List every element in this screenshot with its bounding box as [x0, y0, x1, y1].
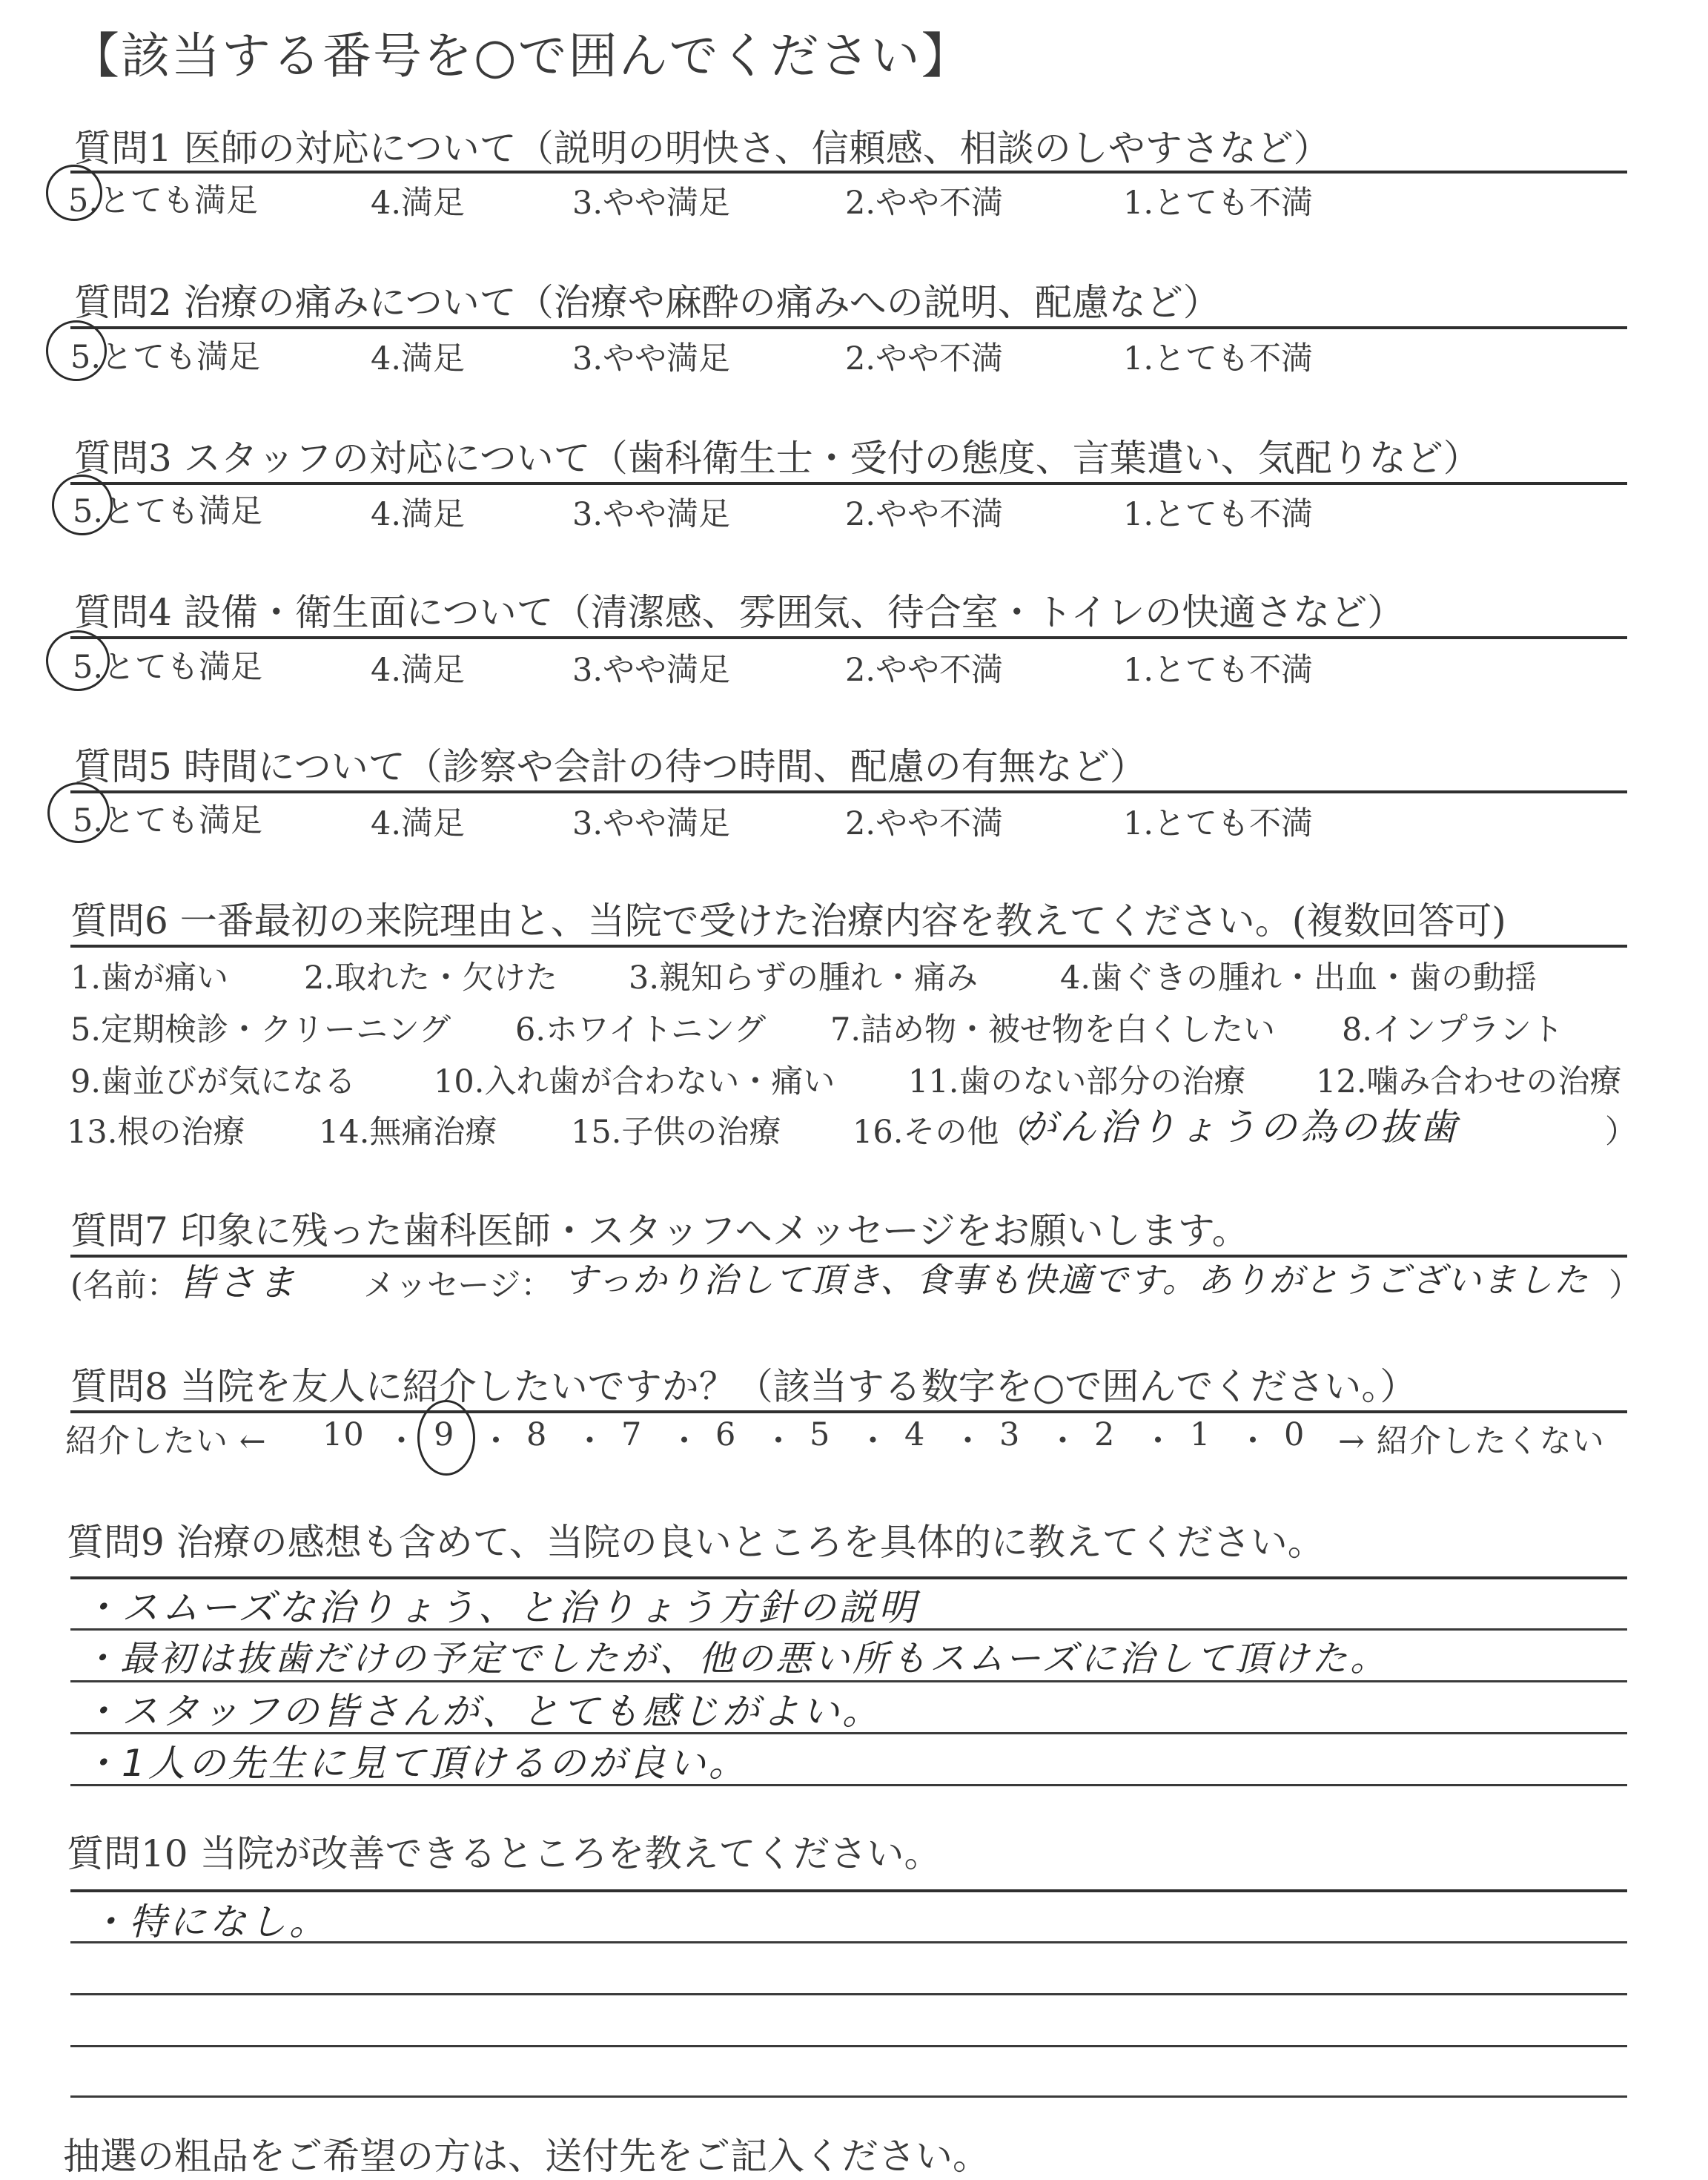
option-5[interactable]: 5.とても満足	[73, 649, 263, 686]
selection-circle	[46, 320, 107, 381]
q9-answer-line[interactable]: ・最初は抜歯だけの予定でしたが、他の悪い所もスムーズに治して頂けた。	[82, 1638, 1389, 1679]
scale-value-4[interactable]: 4	[904, 1416, 926, 1453]
question-4-label: 質問4 設備・衛生面について（清潔感、雰囲気、待合室・トイレの快適さなど）	[74, 591, 1405, 634]
scale-value-5[interactable]: 5	[810, 1416, 831, 1453]
selection-circle	[417, 1400, 475, 1476]
question-5-label: 質問5 時間について（診察や会計の待つ時間、配慮の有無など）	[74, 745, 1147, 788]
option-2[interactable]: 2.やや不満	[845, 805, 1004, 842]
reason-option[interactable]: 13.根の治療	[67, 1114, 245, 1151]
scale-separator: ・	[857, 1423, 890, 1460]
question-3-label: 質問3 スタッフの対応について（歯科衛生士・受付の態度、言葉遣い、気配りなど）	[74, 437, 1480, 480]
option-1[interactable]: 1.とても不満	[1123, 496, 1314, 533]
question-1-label: 質問1 医師の対応について（説明の明快さ、信頼感、相談のしやすさなど）	[74, 127, 1331, 170]
reason-option[interactable]: 10.入れ歯が合わない・痛い	[434, 1063, 835, 1100]
reason-option[interactable]: 6.ホワイトニング	[515, 1011, 767, 1048]
scale-value-3[interactable]: 3	[999, 1416, 1021, 1453]
scale-separator: ・	[1142, 1423, 1175, 1460]
selection-circle	[46, 165, 102, 221]
option-1[interactable]: 1.とても不満	[1123, 340, 1314, 377]
reason-option[interactable]: 8.インプラント	[1342, 1011, 1564, 1048]
q9-answer-line[interactable]: ・1人の先生に見て頂けるのが良い。	[82, 1742, 749, 1785]
scale-value-0[interactable]: 0	[1284, 1416, 1305, 1453]
option-2[interactable]: 2.やや不満	[845, 185, 1004, 222]
answer-line	[70, 2045, 1627, 2047]
other-answer[interactable]: がん治りょうの為の抜歯	[1019, 1106, 1460, 1149]
scale-separator: ・	[762, 1423, 795, 1460]
answer-line	[70, 1993, 1627, 1995]
scale-separator: ・	[385, 1423, 418, 1460]
message-label: メッセージ：	[363, 1267, 553, 1304]
name-value[interactable]: 皆さま	[178, 1261, 298, 1304]
option-1[interactable]: 1.とても不満	[1123, 652, 1314, 689]
reason-option[interactable]: 3.親知らずの腫れ・痛み	[629, 959, 979, 997]
question-7-label: 質問7 印象に残った歯科医師・スタッフへメッセージをお願いします。	[70, 1209, 1249, 1252]
scale-right-label: → 紹介したくない	[1338, 1423, 1605, 1460]
scale-separator: ・	[668, 1423, 701, 1460]
scale-separator: ・	[1047, 1423, 1079, 1460]
reason-option[interactable]: 1.歯が痛い	[70, 959, 229, 997]
option-4[interactable]: 4.満足	[371, 340, 466, 377]
reason-option[interactable]: 5.定期検診・クリーニング	[70, 1011, 451, 1048]
option-2[interactable]: 2.やや不満	[845, 340, 1004, 377]
form-title: 【該当する番号を○で囲んでください】	[70, 27, 972, 85]
selection-circle	[52, 475, 113, 535]
option-4[interactable]: 4.満足	[371, 652, 466, 689]
message-close-paren: ）	[1609, 1267, 1641, 1304]
scale-value-7[interactable]: 7	[621, 1416, 643, 1453]
question-6-label: 質問6 一番最初の来院理由と、当院で受けた治療内容を教えてください。(複数回答可)	[70, 899, 1506, 942]
scale-value-10[interactable]: 10	[322, 1416, 365, 1453]
option-5[interactable]: 5.とても満足	[73, 493, 263, 530]
q9-answer-line[interactable]: ・スムーズな治りょう、と治りょう方針の説明	[82, 1586, 918, 1629]
reason-option[interactable]: 9.歯並びが気になる	[70, 1063, 357, 1100]
question-2-label: 質問2 治療の痛みについて（治療や麻酔の痛みへの説明、配慮など）	[74, 281, 1220, 324]
option-1[interactable]: 1.とても不満	[1123, 185, 1314, 222]
message-value[interactable]: すっかり治して頂き、食事も快適です。ありがとうございました	[563, 1260, 1589, 1300]
option-2[interactable]: 2.やや不満	[845, 496, 1004, 533]
divider	[70, 171, 1627, 174]
other-close-paren: ）	[1605, 1114, 1637, 1151]
option-4[interactable]: 4.満足	[371, 185, 466, 222]
answer-line	[70, 2095, 1627, 2098]
option-4[interactable]: 4.満足	[371, 805, 466, 842]
reason-option[interactable]: 14.無痛治療	[319, 1114, 497, 1151]
divider	[70, 945, 1627, 948]
option-3[interactable]: 3.やや満足	[572, 340, 731, 377]
selection-circle	[46, 630, 110, 691]
scale-value-2[interactable]: 2	[1094, 1416, 1116, 1453]
option-2[interactable]: 2.やや不満	[845, 652, 1004, 689]
reason-option[interactable]: 11.歯のない部分の治療	[908, 1063, 1246, 1100]
option-4[interactable]: 4.満足	[371, 496, 466, 533]
option-3[interactable]: 3.やや満足	[572, 805, 731, 842]
option-3[interactable]: 3.やや満足	[572, 652, 731, 689]
option-3[interactable]: 3.やや満足	[572, 496, 731, 533]
reason-option[interactable]: 4.歯ぐきの腫れ・出血・歯の動揺	[1060, 959, 1537, 997]
divider	[70, 636, 1627, 639]
scale-value-8[interactable]: 8	[526, 1416, 548, 1453]
option-1[interactable]: 1.とても不満	[1123, 805, 1314, 842]
scale-value-6[interactable]: 6	[715, 1416, 737, 1453]
divider	[70, 482, 1627, 485]
option-5[interactable]: 5.とても満足	[68, 182, 259, 219]
scale-left-label: 紹介したい ←	[65, 1423, 267, 1460]
scale-value-1[interactable]: 1	[1190, 1416, 1211, 1453]
reason-option-other[interactable]: 16.その他（	[853, 1114, 1031, 1151]
scale-value-9[interactable]: 9	[434, 1416, 455, 1453]
divider	[70, 1410, 1627, 1413]
option-5[interactable]: 5.とても満足	[70, 339, 261, 376]
scale-separator: ・	[1237, 1423, 1270, 1460]
option-3[interactable]: 3.やや満足	[572, 185, 731, 222]
reason-option[interactable]: 7.詰め物・被せ物を白くしたい	[830, 1011, 1276, 1048]
reason-option[interactable]: 2.取れた・欠けた	[304, 959, 558, 997]
divider	[70, 790, 1627, 793]
scale-separator: ・	[480, 1423, 513, 1460]
scale-separator: ・	[952, 1423, 984, 1460]
name-label: (名前：	[70, 1267, 179, 1304]
reason-option[interactable]: 12.噛み合わせの治療	[1316, 1063, 1622, 1100]
question-10-label: 質問10 当院が改善できるところを教えてください。	[67, 1832, 941, 1875]
option-5[interactable]: 5.とても満足	[73, 802, 263, 839]
divider	[70, 326, 1627, 329]
reason-option[interactable]: 15.子供の治療	[571, 1114, 781, 1151]
q10-answer-line[interactable]: ・特になし。	[89, 1900, 329, 1943]
q9-answer-line[interactable]: ・スタッフの皆さんが、とても感じがよい。	[82, 1690, 882, 1733]
selection-circle	[47, 782, 110, 843]
footer-text: 抽選の粗品をご希望の方は、送付先をご記入ください。	[63, 2135, 990, 2178]
scale-separator: ・	[574, 1423, 606, 1460]
question-9-label: 質問9 治療の感想も含めて、当院の良いところを具体的に教えてください。	[67, 1521, 1325, 1564]
question-8-label: 質問8 当院を友人に紹介したいですか？（該当する数字を○で囲んでください。）	[70, 1365, 1417, 1408]
